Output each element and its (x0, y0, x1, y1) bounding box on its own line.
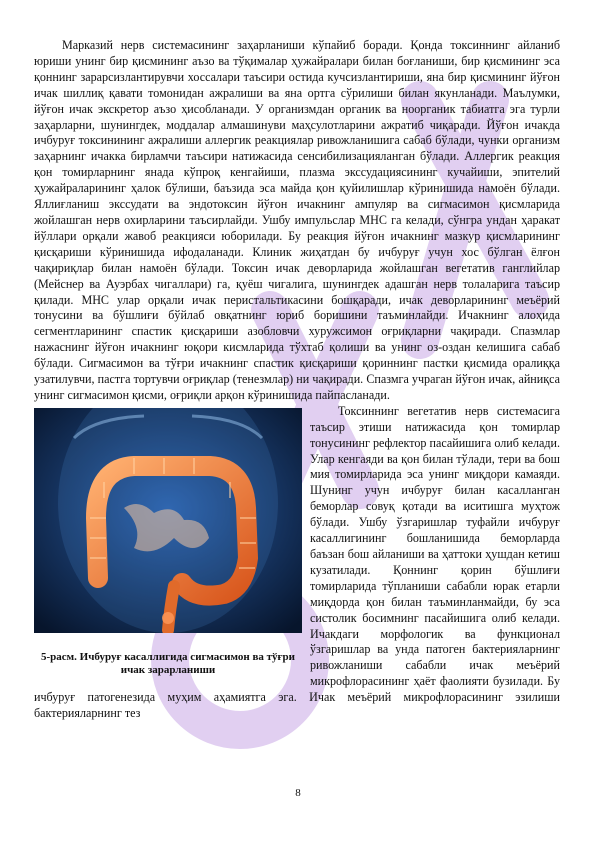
paragraph-1-text: Марказий нерв системасининг заҳарланиши кўпайиб боради. Қонда токсиннинг айланиб юриши унинг бир қисмининг аъзо ва тўқималар ҳужайралари билан боғланиши, бир қисмининг эса қоннинг зарарсизлантирувчи хоссалари таъсири остида кучсизлантириши, яна бир қисмининг йўғон ичак шиллиқ қавати томонидан ажралиши ва яна ортга сўрилиши билан якунланади. Маълумки, йўғон ичак экскретор аъзо ҳисобланади. У организмдан органик ва ноорганик табиатга эга турли заҳарларни, шунингдек, моддалар алмашинуви маҳсулотларини ажратиб чиқаради. Йўғон ичакда ичбуруғ токсинининг ажралиши аллергик реакциялар ривожланишига сабаб бўлади, чунки организм заҳарнинг ичакка бирламчи таъсири натижасида сенсибилизацияланган бўлади. Аллергик реакция қон томирларнинг янада кўпроқ кенгайиши, плазма экссудациясининг кучайиши, эпителий ҳужайраларининг ҳалок бўлиши, баъзида эса майда қон қуйилишлар кўринишида намоён бўлади. Яллиғланиш экссудати ва эндотоксин йўғон ичакнинг ампуляр ва сигмасимон қисмларида жойлашган нерв охирларини таъсирлайди. Ушбу импульслар МНС га келади, сўнгра ундан ҳаракат йўллари орқали жавоб реакцияси юборилади. Бу реакция йўғон ичакнинг мазкур қисмларининг қисқариши кўринишида ифодаланади. Клиник жиҳатдан бу ичбуруғ учун хос бўлган ёлғон чақириқлар билан намоён бўлади. Токсин ичак деворларида жойлашган вегетатив ганглийлар (Мейснер ва Ауэрбах чигаллари) га, қуёш чигалига, шунингдек адашган нерв толаларига таъсир қилади. МНС улар орқали ичак перистальтикасини бошқаради, ичак деворларининг меъёрий тонусини ва бўшлиғи бўйлаб овқатнинг юриб боришини таъминлайди. Ичакнинг алоҳида сегментларининг спастик қисқариши азобловчи хуружсимон оғриқларни чақиради. Спазмлар нажаснинг йўғон ичакнинг юқори кисмларида тўхтаб қолиши ва унинг оз-оздан келишига сабаб бўлади. Сигмасимон ва тўғри ичакнинг спастик қисқариши қориннинг пастки қисмида оралиққа узатилувчи, пастга тортувчи оғриқлар (тенезмлар) ни чақиради. Спазмга учраган йўғон ичак, айниқса унинг сигмасимон қисми, оғриқли арқон кўринишида пайпасланади. (34, 38, 560, 402)
figure-caption: 5-расм. Ичбуруғ касаллигида сигмасимон ва тўғри ичак зарарланиши (40, 650, 295, 677)
colon-illustration (34, 408, 302, 633)
page-number: 8 (295, 787, 301, 799)
paragraph-2-text: Токсиннинг вегетатив нерв системасига таъсир этиши натижасида қон томирлар тонусининг рефлектор пасайишига олиб келади. Улар кенгаяди ва қон билан тўлади, тери ва бош мия томирларида эса унинг миқдори камаяди. Шунинг учун ичбуруғ билан касалланган беморлар совуқ қотади ва иситишга муҳтож бўлади. Ушбу ўзгаришлар туфайли ичбуруғ касаллигининг бошланишида беморларда баъзан бош айланиши ва ҳаттоки ҳушдан кетиш кузатилади. Қоннинг қорин бўшлиғи томирларида тўпланиши сабабли юрак етарли миқдорда қон билан таъминланмайди, бу эса систолик босимнинг пасайишига олиб келади. Ичакдаги морфологик ва функционал ўзгаришлар ва унда патоген бактерияларнинг ривожланиши сабабли ичак меъёрий микрофлорасининг ҳаёт фаолияти бузилади. Бу ичбуруғ патогенезида муҳим аҳамиятга эга. Ичак меъёрий микрофлорасининг эзилиши бактерияларнинг тез (34, 403, 560, 721)
paragraph-1 (34, 38, 560, 404)
document-body (34, 38, 560, 722)
figure (34, 408, 302, 678)
